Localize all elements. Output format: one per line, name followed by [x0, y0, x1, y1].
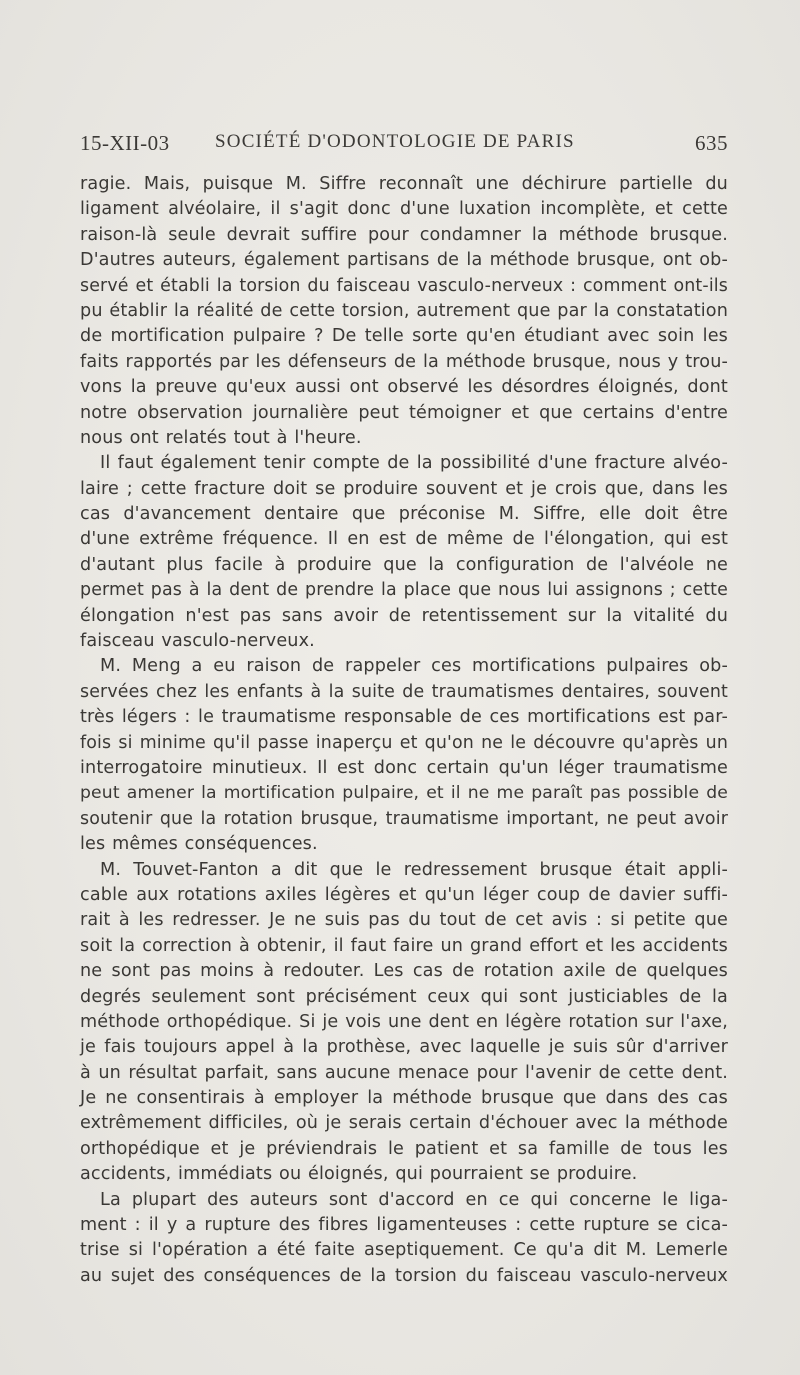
text-line: au sujet des conséquences de la torsion du faisceau vasculo-nerveux	[80, 1265, 728, 1286]
body-text	[80, 172, 728, 1289]
text-line: M. Meng a eu raison de rappeler ces mortifications pulpaires ob-	[100, 656, 728, 677]
text-line: accidents, immédiats ou éloignés, qui pourraient se produire.	[80, 1164, 638, 1185]
page-number: 635	[695, 131, 728, 155]
text-line: d'une extrême fréquence. Il en est de même de l'élongation, qui est	[80, 529, 728, 550]
text-line: faisceau vasculo-nerveux.	[80, 631, 315, 652]
text-line: faits rapportés par les défenseurs de la méthode brusque, nous y trou-	[80, 351, 728, 372]
text-line: d'autant plus facile à produire que la configuration de l'alvéole ne	[80, 554, 728, 575]
text-line: M. Touvet-Fanton a dit que le redressement brusque était appli-	[100, 859, 728, 880]
text-line: La plupart des auteurs sont d'accord en ce qui concerne le liga-	[100, 1189, 728, 1210]
text-line: à un résultat parfait, sans aucune menace pour l'avenir de cette dent.	[80, 1062, 728, 1083]
text-line: servé et établi la torsion du faisceau vasculo-nerveux : comment ont-ils	[80, 275, 728, 296]
text-line: vons la preuve qu'eux aussi ont observé les désordres éloignés, dont	[80, 377, 728, 398]
text-line: raison-là seule devrait suffire pour condamner la méthode brusque.	[80, 224, 728, 245]
text-line: nous ont relatés tout à l'heure.	[80, 427, 362, 448]
running-header	[80, 131, 728, 161]
text-line: les mêmes conséquences.	[80, 834, 318, 855]
text-line: rait à les redresser. Je ne suis pas du tout de cet avis : si petite que	[80, 910, 728, 931]
text-line: servées chez les enfants à la suite de traumatismes dentaires, souvent	[80, 681, 728, 702]
text-line: degrés seulement sont précisément ceux qui sont justiciables de la	[80, 986, 728, 1007]
text-line: Je ne consentirais à employer la méthode brusque que dans des cas	[80, 1088, 728, 1109]
text-line: ragie. Mais, puisque M. Siffre reconnaît une déchirure partielle du	[80, 174, 728, 194]
text-line: ne sont pas moins à redouter. Les cas de rotation axile de quelques	[80, 961, 728, 982]
text-line: soit la correction à obtenir, il faut faire un grand effort et les accidents	[80, 935, 728, 956]
text-line: extrêmement difficiles, où je serais certain d'échouer avec la méthode	[80, 1113, 728, 1134]
text-line: ment : il y a rupture des fibres ligamenteuses : cette rupture se cica-	[80, 1215, 728, 1236]
text-line: pu établir la réalité de cette torsion, autrement que par la constatation	[80, 300, 728, 321]
text-line: orthopédique et je préviendrais le patient et sa famille de tous les	[80, 1138, 728, 1159]
text-line: cas d'avancement dentaire que préconise M. Siffre, elle doit être	[80, 504, 728, 525]
header-title: SOCIÉTÉ D'ODONTOLOGIE DE PARIS	[215, 131, 575, 152]
text-line: Il faut également tenir compte de la possibilité d'une fracture alvéo-	[100, 453, 728, 474]
text-line: trise si l'opération a été faite aseptiquement. Ce qu'a dit M. Lemerle	[80, 1240, 728, 1261]
text-line: notre observation journalière peut témoigner et que certains d'entre	[80, 402, 728, 423]
text-line: D'autres auteurs, également partisans de la méthode brusque, ont ob-	[80, 250, 728, 271]
text-line: soutenir que la rotation brusque, traumatisme important, ne peut avoir	[80, 808, 728, 829]
text-line: peut amener la mortification pulpaire, et il ne me paraît pas possible de	[80, 783, 728, 804]
text-line: je fais toujours appel à la prothèse, avec laquelle je suis sûr d'arriver	[80, 1037, 728, 1058]
text-line: méthode orthopédique. Si je vois une dent en légère rotation sur l'axe,	[80, 1011, 728, 1032]
text-line: de mortification pulpaire ? De telle sorte qu'en étudiant avec soin les	[80, 326, 728, 347]
text-line: fois si minime qu'il passe inaperçu et qu'on ne le découvre qu'après un	[80, 732, 728, 753]
text-line: ligament alvéolaire, il s'agit donc d'une luxation incomplète, et cette	[80, 199, 728, 220]
header-date: 15-XII-03	[80, 131, 170, 155]
text-line: interrogatoire minutieux. Il est donc certain qu'un léger traumatisme	[80, 757, 728, 778]
text-line: cable aux rotations axiles légères et qu'un léger coup de davier suffi-	[80, 884, 728, 905]
text-line: permet pas à la dent de prendre la place que nous lui assignons ; cette	[80, 580, 728, 601]
text-line: très légers : le traumatisme responsable de ces mortifications est par-	[80, 707, 728, 728]
text-line: élongation n'est pas sans avoir de retentissement sur la vitalité du	[80, 605, 728, 626]
text-line: laire ; cette fracture doit se produire souvent et je crois que, dans les	[80, 478, 728, 499]
